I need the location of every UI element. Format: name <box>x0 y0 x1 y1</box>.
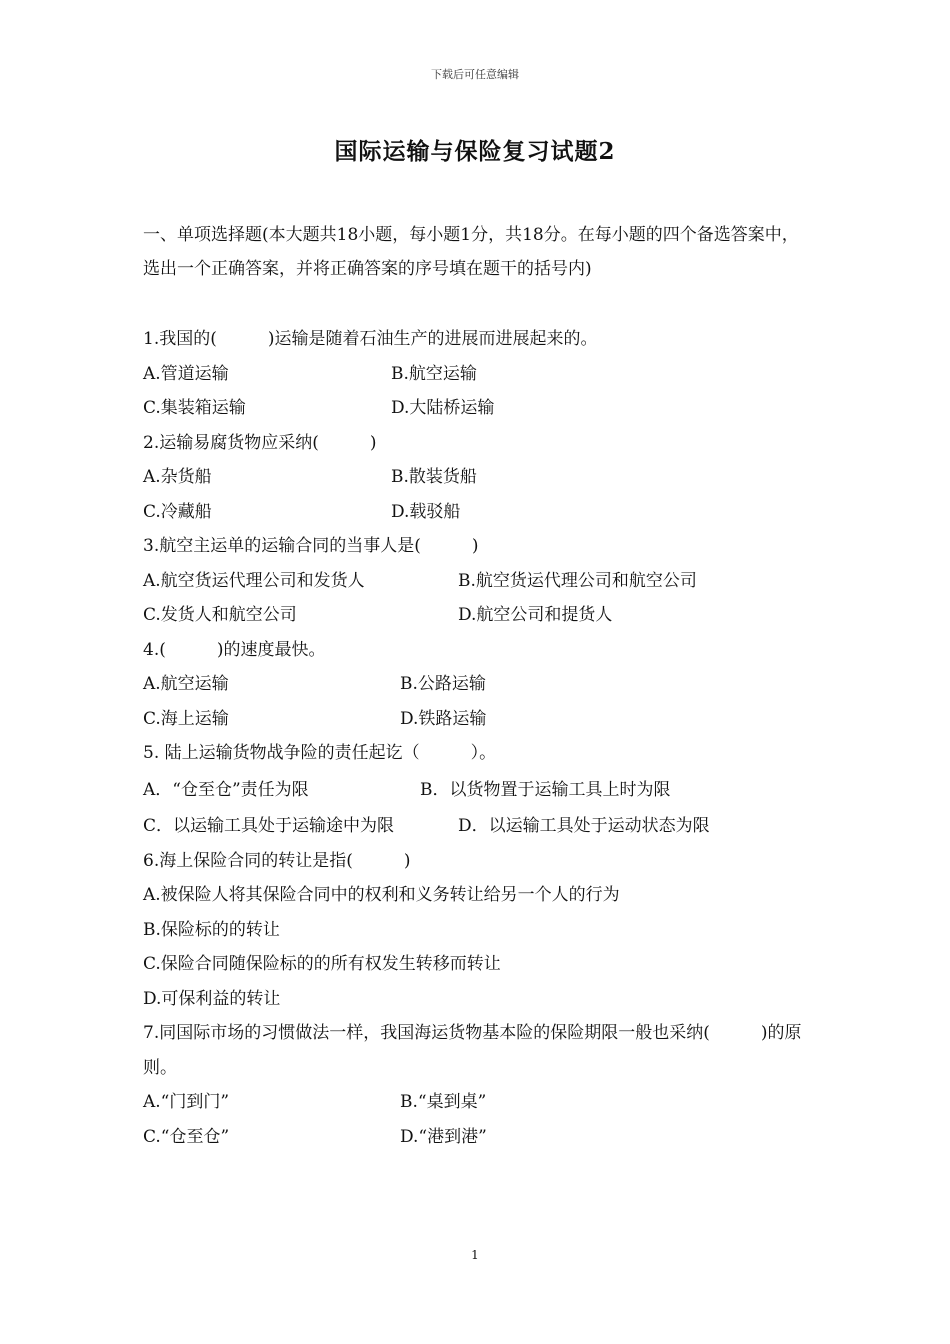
question-list <box>143 322 823 1154</box>
option-b: B.保险标的的转让 <box>143 919 280 940</box>
option-d: D.“港到港” <box>400 1126 487 1147</box>
option-a: A.管道运输 <box>143 363 229 384</box>
question-3 <box>143 529 823 633</box>
option-d: D.铁路运输 <box>400 708 487 729</box>
question-stem: 7.同国际市场的习惯做法一样，我国海运货物基本险的保险期限一般也采纳( )的原则。 <box>143 1023 802 1078</box>
option-c: C.“仓至仓” <box>143 1126 230 1147</box>
question-stem: 4.( )的速度最快。 <box>143 639 326 660</box>
option-d: D.载驳船 <box>391 501 461 522</box>
page-number: 1 <box>471 1248 479 1262</box>
question-stem: 2.运输易腐货物应采纳( ) <box>143 432 377 453</box>
option-b: B.散装货船 <box>391 467 477 487</box>
option-b: B.“桌到桌” <box>400 1092 487 1112</box>
option-d: D.航空公司和提货人 <box>458 605 613 625</box>
question-4 <box>143 633 823 737</box>
document-title: 国际运输与保险复习试题2 <box>334 138 616 165</box>
option-c: C.集装箱运输 <box>143 398 246 418</box>
option-a: A.杂货船 <box>143 467 212 487</box>
option-a: A.航空货运代理公司和发货人 <box>143 570 365 591</box>
option-d: D．以运输工具处于运动状态为限 <box>458 816 710 836</box>
option-b: B.航空货运代理公司和航空公司 <box>458 570 697 591</box>
option-d: D.大陆桥运输 <box>391 398 495 418</box>
question-2 <box>143 426 823 530</box>
page-header: 下载后可任意编辑 <box>431 68 519 81</box>
option-d: D.可保利益的转让 <box>143 988 281 1009</box>
option-a: A.“门到门” <box>143 1092 230 1112</box>
option-b: B.公路运输 <box>400 674 486 694</box>
question-stem: 5. 陆上运输货物战争险的责任起讫（ ）。 <box>143 743 497 763</box>
question-5 <box>143 736 823 844</box>
option-c: C.海上运输 <box>143 708 229 729</box>
option-c: C．以运输工具处于运输途中为限 <box>143 816 395 836</box>
option-a: A.航空运输 <box>143 674 229 694</box>
section-intro: 一、单项选择题(本大题共18小题，每小题1分，共18分。在每小题的四个备选答案中，选出一个正确答案，并将正确答案的序号填在题干的括号内) <box>143 225 799 279</box>
question-1 <box>143 322 823 426</box>
option-b: B．以货物置于运输工具上时为限 <box>420 779 671 800</box>
option-b: B.航空运输 <box>391 363 477 384</box>
question-6 <box>143 844 823 1017</box>
question-stem: 3.航空主运单的运输合同的当事人是( ) <box>143 536 479 556</box>
option-a: A．“仓至仓”责任为限 <box>143 779 309 800</box>
option-c: C.冷藏船 <box>143 501 212 522</box>
option-a: A.被保险人将其保险合同中的权利和义务转让给另一个人的行为 <box>143 885 620 905</box>
option-c: C.发货人和航空公司 <box>143 605 297 625</box>
option-c: C.保险合同随保险标的的所有权发生转移而转让 <box>143 954 501 974</box>
question-stem: 1.我国的( )运输是随着石油生产的进展而进展起来的。 <box>143 329 598 349</box>
question-7 <box>143 1016 823 1154</box>
question-stem: 6.海上保险合同的转让是指( ) <box>143 850 411 871</box>
